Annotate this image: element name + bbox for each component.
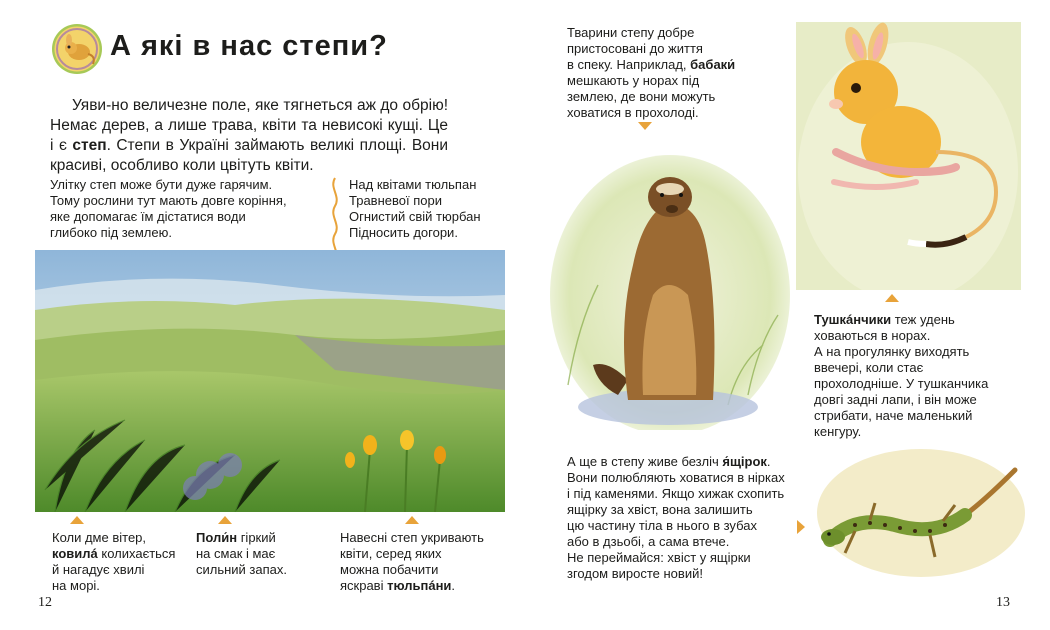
lizard-line [567,454,807,470]
lizard-bold: я́щірок [722,454,767,469]
marmot-line: ховатися в прохолоді. [567,105,699,120]
caption-line [52,546,192,562]
marmot-line [567,57,767,73]
lizard-line: цю частину тіла в нього в зубах [567,518,757,533]
jerboa-paragraph [814,312,1019,440]
caption-line: Навесні степ укривають [340,530,484,545]
lizard-line: і під каменями. Якщо хижак схопить [567,486,785,501]
lizard-line: Не переймайся: хвіст у ящірки [567,550,751,565]
jerboa-line [814,312,1019,328]
caption-line: сильний запах. [196,562,288,577]
pointer-triangle-icon [638,122,652,130]
marmot-line: Тварини степу добре [567,25,695,40]
jerboa-line: ховаються в норах. [814,328,931,343]
pointer-triangle-icon [797,520,805,534]
caption-bold: Поли́н [196,530,238,545]
poem-line: Підносить догори. [349,225,458,240]
lizard-line: ящірку за хвіст, вона залишить [567,502,753,517]
marmot-illustration [548,145,793,430]
jerboa-logo-icon [52,24,102,74]
jerboa-line: ввечері, коли стає [814,360,924,375]
caption-bold: тюльпáни [387,578,452,593]
caption-text: . [451,578,456,593]
summer-line: Тому рослини тут мають довге коріння, [50,193,287,208]
poem-line: Над квітами тюльпан [349,177,477,192]
caption-text: колихається [97,546,176,561]
jerboa-line: А на прогулянку виходять [814,344,970,359]
caption-line: можна побачити [340,562,439,577]
marmot-line: землею, де вони можуть [567,89,716,104]
steppe-illustration [35,250,505,512]
tulip-caption [340,530,510,594]
lizard-line: або в дзьобі, а сама втече. [567,534,730,549]
pointer-triangle-icon [218,516,232,524]
jerboa-line: довгі задні лапи, і він може [814,392,977,407]
lizard-illustration [815,445,1027,580]
caption-line: на смак і має [196,546,276,561]
wormwood-caption [196,530,316,578]
marmot-line: мешкають у норах під [567,73,700,88]
caption-bold: ковилá [52,546,98,561]
jerboa-text: теж удень [891,312,955,327]
poem-line: Огнистий свій тюрбан [349,209,481,224]
jerboa-bold: Тушкáнчики [814,312,892,327]
marmot-line: пристосовані до життя [567,41,703,56]
lizard-line: Вони полюбляють ховатися в нірках [567,470,785,485]
lizard-text: А ще в степу живе безліч [567,454,723,469]
feather-grass-caption [52,530,192,594]
caption-line: квіти, серед яких [340,546,442,561]
jerboa-illustration [796,22,1021,290]
jerboa-line: прохолодніше. У тушканчика [814,376,989,391]
marmot-text: в спеку. Наприклад, [567,57,691,72]
intro-paragraph [50,96,448,176]
caption-line: й нагадує хвилі [52,562,145,577]
tulip-poem [349,177,509,241]
caption-line: Коли дме вітер, [52,530,147,545]
marmot-bold: бабаки́ [690,57,736,72]
summer-line: Улітку степ може бути дуже гарячим. [50,177,273,192]
page-number-left: 12 [38,595,52,610]
jerboa-line: кенгуру. [814,424,862,439]
caption-line [340,578,510,594]
lizard-text: . [766,454,771,469]
pointer-triangle-icon [405,516,419,524]
summer-line: глибоко під землею. [50,225,172,240]
caption-text: яскраві [340,578,388,593]
page-title: А які в нас степи? [110,30,388,62]
marmot-paragraph [567,25,767,121]
summer-line: яке допомагає їм дістатися води [50,209,246,224]
page-number-right: 13 [996,595,1010,610]
caption-text: гіркий [237,530,276,545]
pointer-triangle-icon [70,516,84,524]
intro-bold-steppe: степ [72,137,107,154]
intro-text-1: Уяви-но величезне поле, яке тягнеться аж до обрію! Немає дерев, а лише трава, квіти та невисокі кущі. Це і є [50,97,448,154]
caption-line [196,530,316,546]
intro-text-2: . Степи в Україні займають великі площі. Вони красиві, особливо коли цвітуть квіти. [50,137,448,174]
poem-line: Травневої пори [349,193,442,208]
lizard-line: згодом виросте новий! [567,566,703,581]
caption-line: на морі. [52,578,100,593]
lizard-paragraph [567,454,807,582]
summer-paragraph [50,177,325,241]
jerboa-line: стрибати, наче маленький [814,408,973,423]
pointer-triangle-icon [885,294,899,302]
